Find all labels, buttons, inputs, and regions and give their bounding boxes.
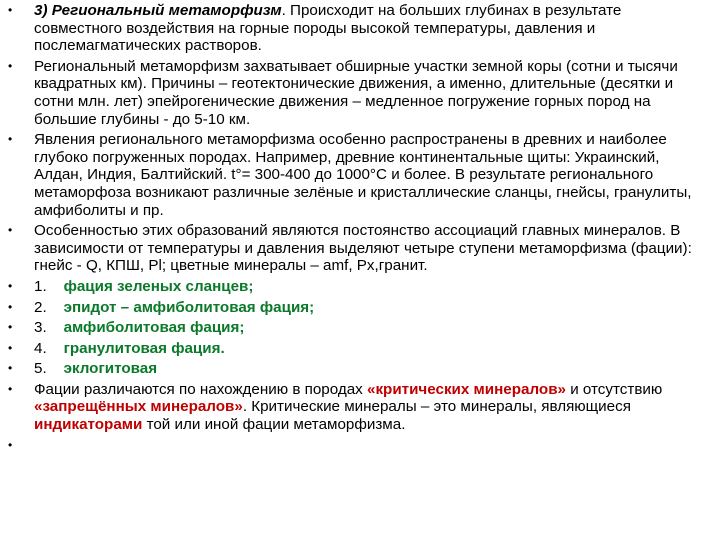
facies-name: гранулитовая фация. — [63, 339, 225, 357]
facies-item — [8, 360, 710, 378]
bullet-list — [8, 2, 710, 452]
paragraph-text: Особенностью этих образований являются постоянство ассоциаций главных минералов. В зависимости от температуры и давления выделяют четыре ступени метаморфизма (фации): гнейс - Q, КПШ, Pl; цветные минералы – amf, Px,гранит. — [34, 222, 692, 275]
bullet-icon: • — [8, 381, 13, 396]
forbidden-minerals-term: «запрещённых минералов» — [34, 398, 243, 416]
paragraph-extent — [8, 58, 710, 128]
facies-item — [8, 278, 710, 296]
bullet-icon: • — [8, 340, 13, 355]
facies-name: амфиболитовая фация; — [63, 319, 245, 337]
bullet-icon: • — [8, 278, 13, 293]
bullet-icon: • — [8, 437, 13, 452]
paragraph-text: Фации различаются по нахождению в породах — [34, 380, 367, 398]
bullet-icon: • — [8, 361, 13, 376]
paragraph-text: Региональный метаморфизм захватывает обширные участки земной коры (сотни и тысячи квадратных км). Причины – геотектонические движения, а именно, длительные (десятки и сотни млн. лет) эпейрогенические движения – медленное погружение горных пород на большие глубины - до 5-10 км. — [34, 57, 678, 128]
paragraph-text: Явления регионального метаморфизма особенно распространены в древних и наиболее глубоко погруженных породах. Например, древние континентальные щиты: Украинский, Алдан, Индия, Балтийский. t°= 300-400 до 1000°С и более. В результате регионального метаморфоза возникают различные зелёные и кристаллические сланцы, гнейсы, гранулиты, амфиболиты и пр. — [34, 131, 692, 219]
paragraph-distribution — [8, 131, 710, 219]
bullet-icon: • — [8, 58, 13, 73]
facies-name: эклогитовая — [63, 360, 158, 378]
bullet-icon: • — [8, 320, 13, 335]
bullet-icon: • — [8, 132, 13, 147]
facies-name: эпидот – амфиболитовая фация; — [63, 298, 315, 316]
facies-number: 4. — [34, 339, 47, 357]
facies-number: 5. — [34, 360, 47, 378]
facies-item — [8, 299, 710, 317]
indicators-term: индикаторами — [34, 416, 143, 434]
paragraph-regional-metamorphism — [8, 2, 710, 55]
critical-minerals-term: «критических минералов» — [367, 380, 566, 398]
paragraph-text: . Происходит на больших глубинах в результате совместного воздействия на горные породы высокой температуры, давления и послемагматических растворов. — [34, 2, 622, 55]
section-title: 3) Региональный метаморфизм — [34, 2, 282, 19]
facies-number: 3. — [34, 319, 47, 337]
facies-number: 2. — [34, 298, 47, 316]
paragraph-critical-minerals — [8, 381, 710, 434]
paragraph-text: . Критические минералы – это минералы, являющиеся — [242, 398, 631, 416]
bullet-icon: • — [8, 3, 13, 17]
paragraph-text: и отсутствию — [565, 380, 663, 398]
paragraph-features — [8, 222, 710, 275]
facies-number: 1. — [34, 277, 47, 295]
facies-item — [8, 340, 710, 358]
bullet-icon: • — [8, 299, 13, 314]
paragraph-text: той или иной фации метаморфизма. — [142, 416, 406, 434]
facies-name: фация зеленых сланцев; — [63, 277, 254, 295]
facies-item — [8, 319, 710, 337]
bullet-icon: • — [8, 223, 13, 238]
